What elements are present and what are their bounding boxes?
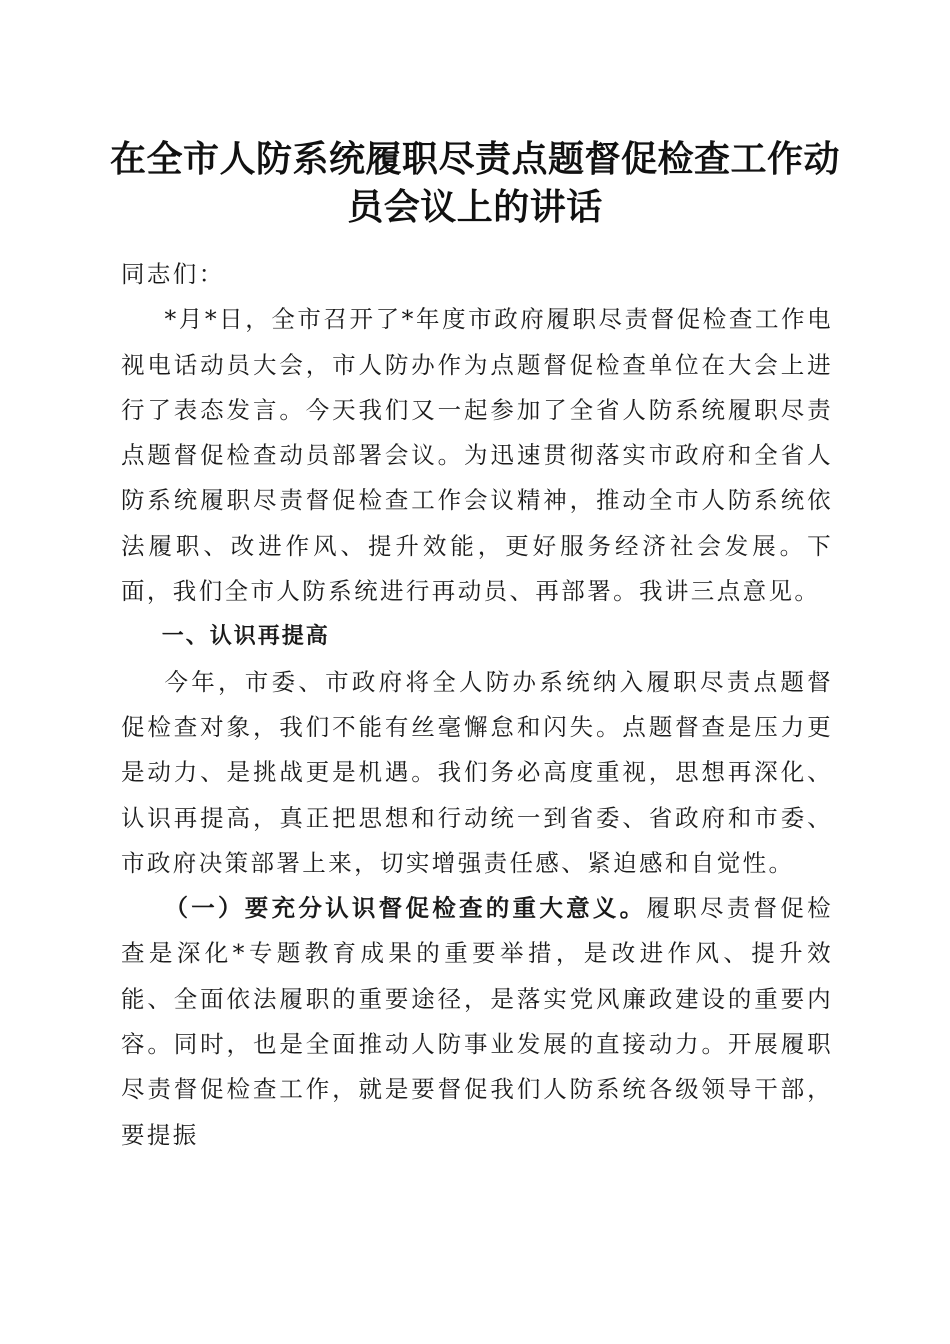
document-title-line-1: 在全市人防系统履职尽责点题督促检查工作动 (109, 138, 840, 180)
section-heading-1: 一、认识再提高 (161, 624, 330, 650)
subsection-1-text: 履职尽责督促检查是深化*专题教育成果的重要举措，是改进作风、提升效能、全面依法履职的重要途径，是落实党风廉政建设的重要内容。同时，也是全面推动人防事业发展的直接动力。开展履职尽责督促检查工作，就是要督促我们人防系统各级领导干部，要提振 (121, 894, 833, 1149)
subsection-1-paragraph (121, 886, 833, 1158)
salutation: 同志们： (121, 260, 225, 288)
opening-paragraph: *月*日，全市召开了*年度市政府履职尽责督促检查工作电视电话动员大会，市人防办作为点题督促检查单位在大会上进行了表态发言。今天我们又一起参加了全省人防系统履职尽责点题督促检查动员部署会议。为迅速贯彻落实市政府和全省人防系统履职尽责督促检查工作会议精神，推动全市人防系统依法履职、改进作风、提升效能，更好服务经济社会发展。下面，我们全市人防系统进行再动员、再部署。我讲三点意见。 (121, 305, 833, 606)
document-title (100, 135, 850, 231)
document-body (121, 252, 833, 1158)
section-1-paragraph: 今年，市委、市政府将全人防办系统纳入履职尽责点题督促检查对象，我们不能有丝毫懈怠和闪失。点题督查是压力更是动力、是挑战更是机遇。我们务必高度重视，思想再深化、认识再提高，真正把思想和行动统一到省委、省政府和市委、市政府决策部署上来，切实增强责任感、紧迫感和自觉性。 (121, 667, 833, 877)
subsection-heading-1: （一）要充分认识督促检查的重大意义。 (164, 894, 647, 923)
document-title-line-2: 员会议上的讲话 (347, 186, 603, 228)
